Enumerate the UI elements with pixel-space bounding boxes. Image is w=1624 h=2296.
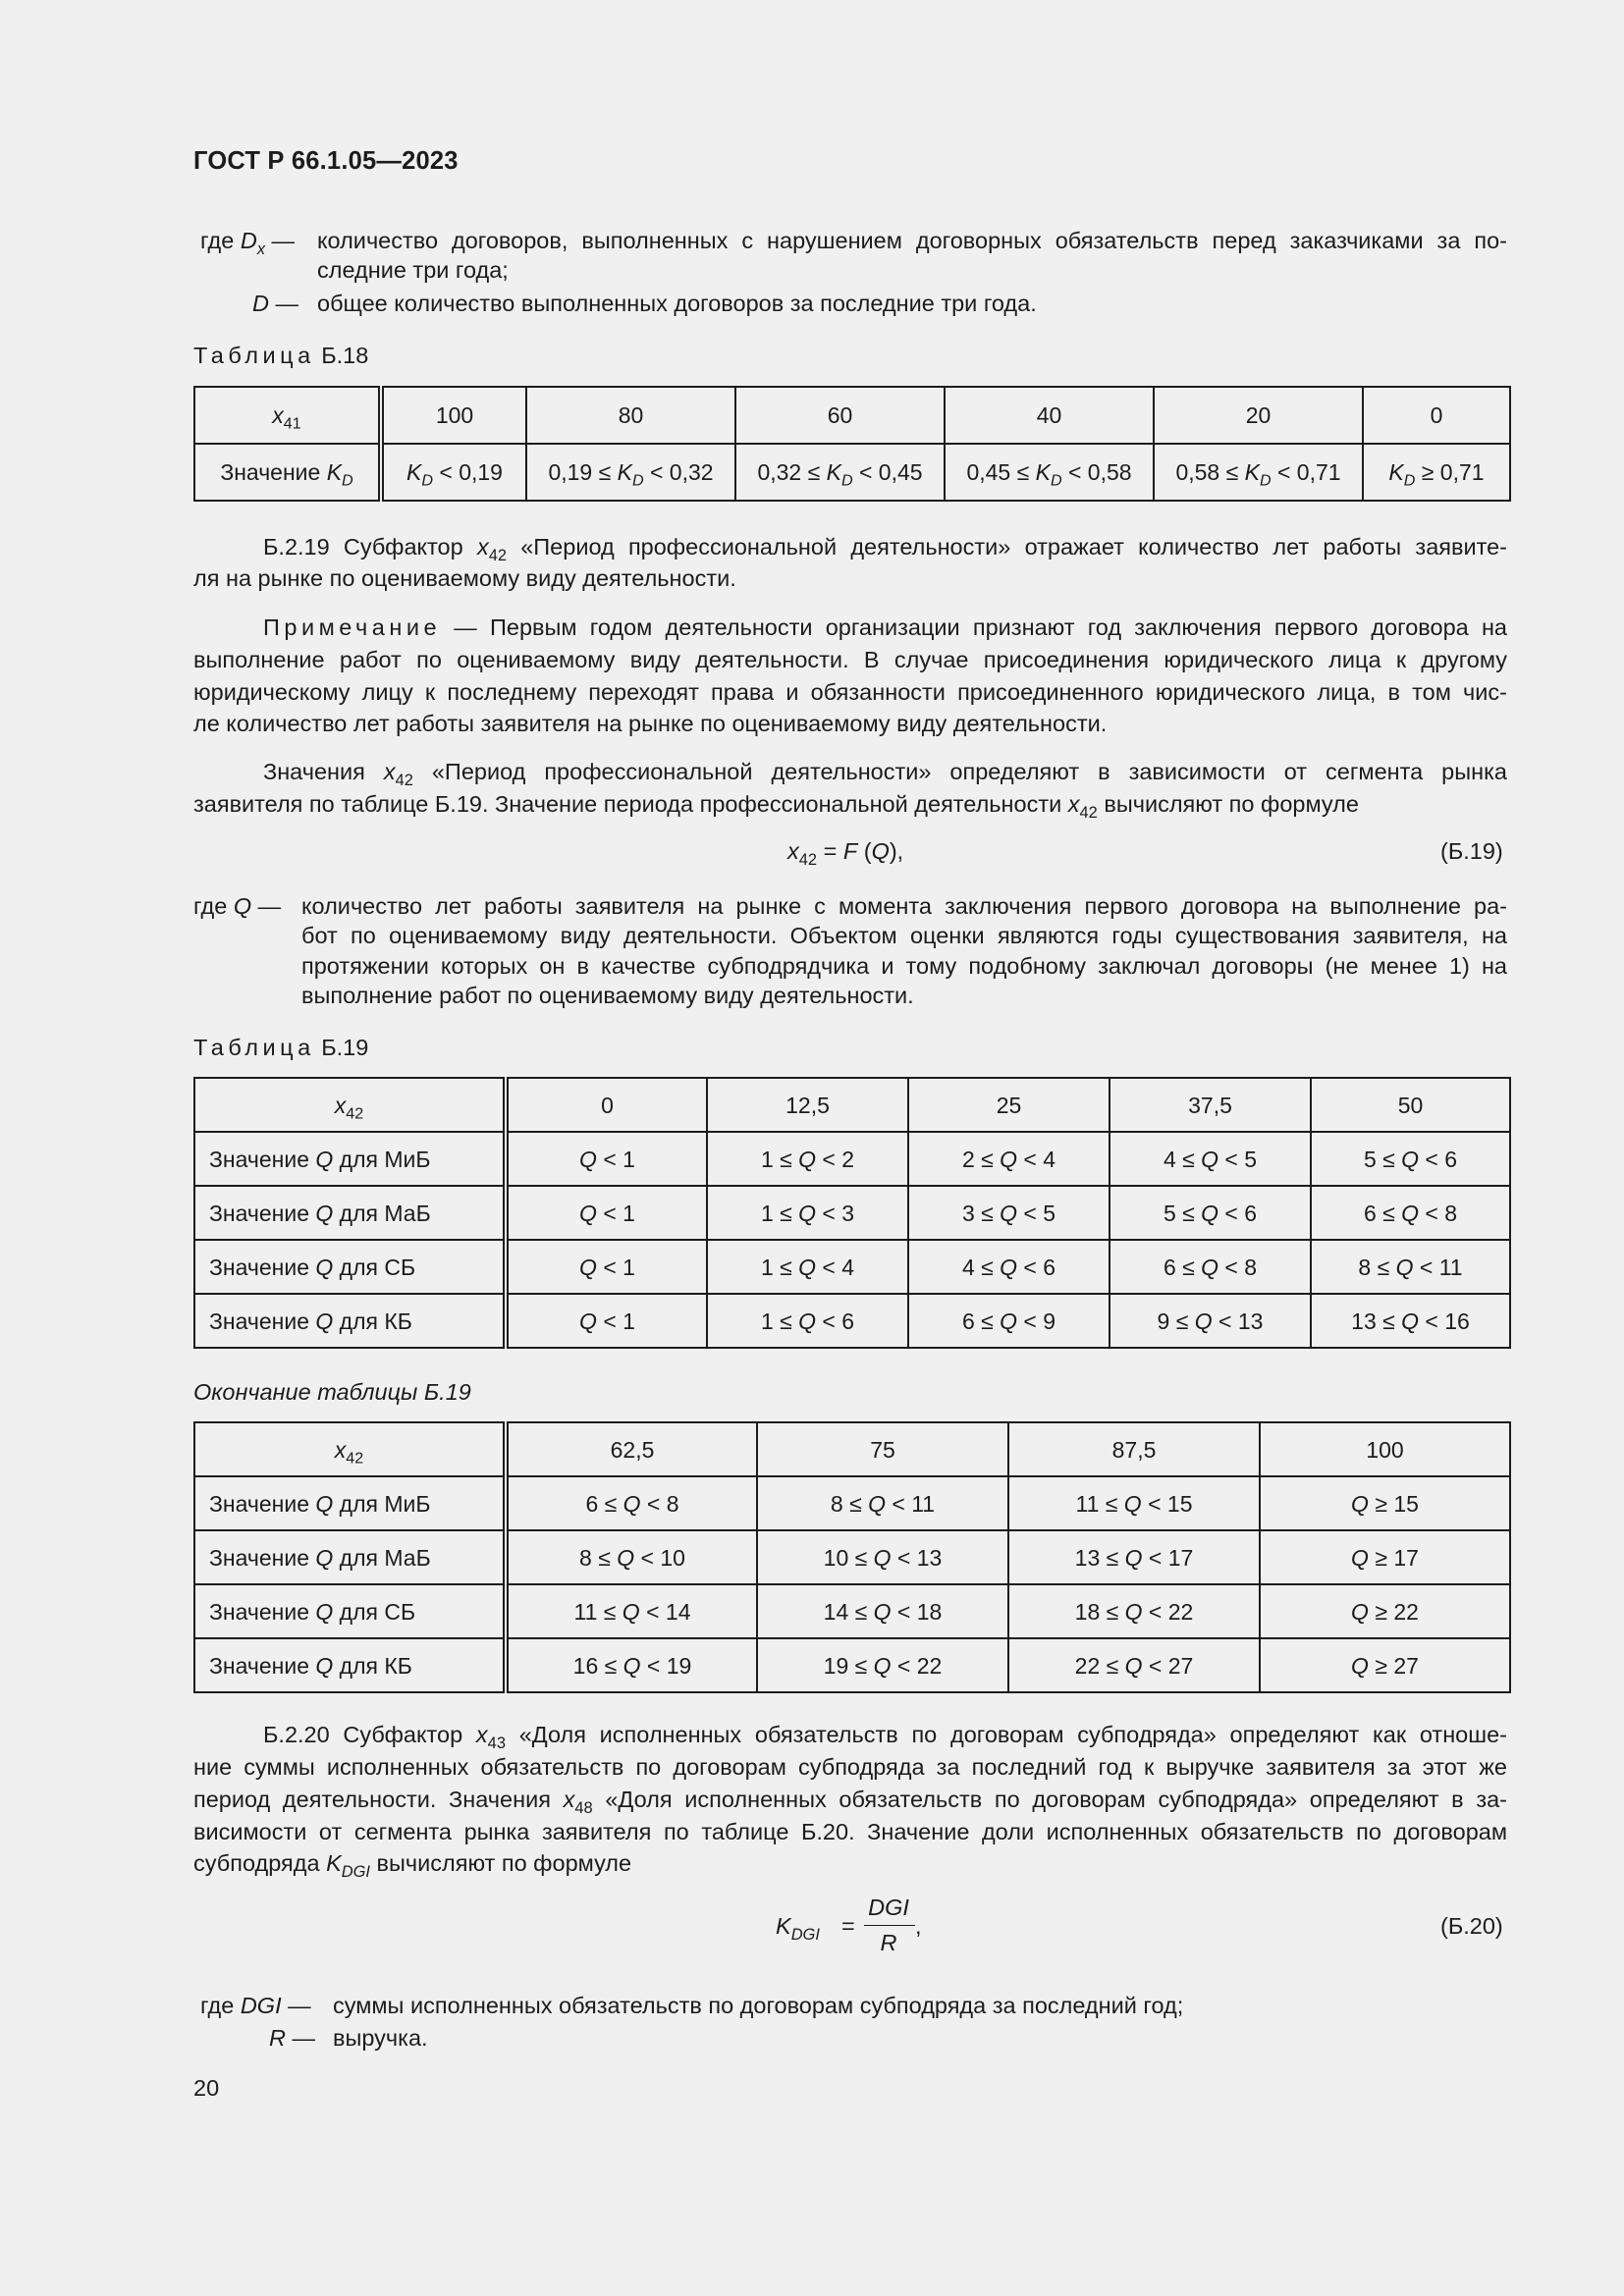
table-b19-cell: Q < 1 <box>506 1240 707 1294</box>
where-dx-text-2: следние три года; <box>317 257 509 283</box>
table-b19-end-cell: Q ≥ 17 <box>1260 1530 1510 1584</box>
table-b19-end-cell: 16 ≤ Q < 19 <box>506 1638 757 1692</box>
table-b19-end-row <box>194 1638 1510 1692</box>
table-b19-cell: 1 ≤ Q < 6 <box>707 1294 908 1348</box>
table-b19-row <box>194 1186 1510 1240</box>
standard-designation: ГОСТ Р 66.1.05—2023 <box>193 147 459 175</box>
table-b18-cell: $K_D < 0,19$ <box>381 444 526 501</box>
table-b18-caption: Таблица Б.18 <box>193 343 369 368</box>
where-dgi-label: где DGI — <box>200 1993 311 2018</box>
table-b19-row-label: Значение Q для КБ <box>194 1294 506 1348</box>
table-b19-row <box>194 1294 1510 1348</box>
para-b220-line-2: ние суммы исполненных обязательств по договорам субподряда за последний год к выручке заявителя за этот же <box>193 1754 1507 1780</box>
table-b19-end-cell: 19 ≤ Q < 22 <box>757 1638 1008 1692</box>
table-b19-end-cell: 8 ≤ Q < 10 <box>506 1530 757 1584</box>
table-b19-cell: 6 ≤ Q < 8 <box>1311 1186 1510 1240</box>
page-number: 20 <box>193 2075 220 2101</box>
table-b19-cell: 6 ≤ Q < 8 <box>1110 1240 1311 1294</box>
table-b19-end-cell: 8 ≤ Q < 11 <box>757 1476 1008 1530</box>
table-b19-header-cell: $x_{42}$ <box>194 1078 506 1132</box>
table-b18-column-header: 40 <box>945 387 1154 444</box>
table-b19-cell: Q < 1 <box>506 1294 707 1348</box>
table-b19-end-cell: 14 ≤ Q < 18 <box>757 1584 1008 1638</box>
note-line-2: выполнение работ по оцениваемому виду деятельности. В случае присоединения юридического лица к другому <box>193 647 1507 672</box>
table-b19-cell: 13 ≤ Q < 16 <box>1311 1294 1510 1348</box>
table-b19-row <box>194 1132 1510 1186</box>
table-b19-end-cell: 13 ≤ Q < 17 <box>1008 1530 1260 1584</box>
table-b19-end-row <box>194 1476 1510 1530</box>
formula-b19: $x_{42} = F$ (Q), <box>787 838 904 869</box>
table-b19-cell: 1 ≤ Q < 3 <box>707 1186 908 1240</box>
table-b18-column-header: 0 <box>1363 387 1510 444</box>
table-b19-cell: 6 ≤ Q < 9 <box>908 1294 1110 1348</box>
table-b19-row <box>194 1240 1510 1294</box>
table-b19-row-label: Значение Q для СБ <box>194 1240 506 1294</box>
table-b19-end-cell: 18 ≤ Q < 22 <box>1008 1584 1260 1638</box>
para-b220-line-4: висимости от сегмента рынка заявителя по таблице Б.20. Значение доли исполненных обязательств по договорам <box>193 1819 1507 1844</box>
table-b19-cell: 9 ≤ Q < 13 <box>1110 1294 1311 1348</box>
table-b18-column-header: 60 <box>735 387 945 444</box>
table-b19-row-label: Значение Q для МиБ <box>194 1132 506 1186</box>
where-d-label: D — <box>252 291 299 316</box>
table-b18-row-label: Значение $K_D$ <box>194 444 381 501</box>
para-values-line-2: заявителя по таблице Б.19. Значение периода профессиональной деятельности $x_{42}$ вычисляют по формуле <box>193 791 1359 822</box>
table-b19-end-row <box>194 1584 1510 1638</box>
table-b19-column-header: 12,5 <box>707 1078 908 1132</box>
table-b19-end-column-header: 100 <box>1260 1422 1510 1476</box>
where-q-line-1: количество лет работы заявителя на рынке с момента заключения первого договора на выполнение ра- <box>301 893 1507 919</box>
formula-b20-numerator: DGI <box>868 1895 909 1920</box>
formula-b20-number: (Б.20) <box>1440 1913 1503 1939</box>
formula-b19-number: (Б.19) <box>1440 838 1503 864</box>
where-d-text: общее количество выполненных договоров за последние три года. <box>317 291 1037 316</box>
table-b19-end-cell: 22 ≤ Q < 27 <box>1008 1638 1260 1692</box>
table-b19-cell: 5 ≤ Q < 6 <box>1110 1186 1311 1240</box>
formula-b20-lhs: $K_{DGI}$ <box>776 1913 820 1944</box>
formula-b20-denominator: R <box>880 1930 897 1955</box>
table-b19-cell: Q < 1 <box>506 1132 707 1186</box>
table-b18-cell: $0,58 \le K_D < 0,71$ <box>1154 444 1363 501</box>
where-q-label: где Q — <box>193 893 282 919</box>
table-b19-end-header-cell: $x_{42}$ <box>194 1422 506 1476</box>
formula-b20-comma: , <box>915 1913 922 1939</box>
table-b18-column-header: 100 <box>381 387 526 444</box>
formula-b20-fraction-bar <box>864 1925 915 1926</box>
table-b19-end-cell: Q ≥ 27 <box>1260 1638 1510 1692</box>
where-dx-text-1: количество договоров, выполненных с нарушением договорных обязательств перед заказчиками за по- <box>317 228 1507 253</box>
where-r-text: выручка. <box>333 2025 428 2051</box>
table-b19-end-row <box>194 1530 1510 1584</box>
where-dx-label: где $D_x$ — <box>200 228 296 258</box>
table-b19-end-caption: Окончание таблицы Б.19 <box>193 1379 471 1405</box>
where-q-line-4: выполнение работ по оцениваемому виду деятельности. <box>301 983 914 1008</box>
table-b19-end-row-label: Значение Q для СБ <box>194 1584 506 1638</box>
table-b19-end-header-row <box>194 1422 1510 1476</box>
note-line-4: ле количество лет работы заявителя на рынке по оцениваемому виду деятельности. <box>193 711 1108 736</box>
table-b19-cell: 2 ≤ Q < 4 <box>908 1132 1110 1186</box>
table-b19-end-row-label: Значение Q для МаБ <box>194 1530 506 1584</box>
where-dgi-text: суммы исполненных обязательств по договорам субподряда за последний год; <box>333 1993 1184 2018</box>
table-b19-end-column-header: 75 <box>757 1422 1008 1476</box>
table-b19-cell: 1 ≤ Q < 4 <box>707 1240 908 1294</box>
table-b19-row-label: Значение Q для МаБ <box>194 1186 506 1240</box>
table-b19-end-cell: Q ≥ 15 <box>1260 1476 1510 1530</box>
table-b19-end-row-label: Значение Q для МиБ <box>194 1476 506 1530</box>
table-b19-end <box>193 1421 1511 1693</box>
table-b19-end-row-label: Значение Q для КБ <box>194 1638 506 1692</box>
table-b19-end-cell: 6 ≤ Q < 8 <box>506 1476 757 1530</box>
table-b19-column-header: 50 <box>1311 1078 1510 1132</box>
table-b19-end-column-header: 62,5 <box>506 1422 757 1476</box>
table-b19-cell: 4 ≤ Q < 6 <box>908 1240 1110 1294</box>
table-b18-cell: $0,45 \le K_D < 0,58$ <box>945 444 1154 501</box>
table-b18-cell: $0,19 \le K_D < 0,32$ <box>526 444 735 501</box>
table-b19-column-header: 37,5 <box>1110 1078 1311 1132</box>
table-b19 <box>193 1077 1511 1349</box>
para-b219-line-1: Б.2.19 Субфактор $x_{42}$ «Период профессиональной деятельности» отражает количество лет работы заявите- <box>263 534 1508 564</box>
table-b18-column-header: 20 <box>1154 387 1363 444</box>
table-b18-cell: $0,32 \le K_D < 0,45$ <box>735 444 945 501</box>
table-b19-caption: Таблица Б.19 <box>193 1035 369 1060</box>
table-b19-column-header: 25 <box>908 1078 1110 1132</box>
para-b220-line-1: Б.2.20 Субфактор $x_{43}$ «Доля исполненных обязательств по договорам субподряда» определяют как отноше- <box>263 1722 1507 1752</box>
where-r-label: R — <box>269 2025 316 2051</box>
table-b18-value-row <box>194 444 1510 501</box>
table-b19-cell: 1 ≤ Q < 2 <box>707 1132 908 1186</box>
table-b18-header-row <box>194 387 1510 444</box>
table-b19-cell: 4 ≤ Q < 5 <box>1110 1132 1311 1186</box>
table-b19-cell: 3 ≤ Q < 5 <box>908 1186 1110 1240</box>
note-line-1: Примечание — Первым годом деятельности организации признают год заключения первого договора на <box>263 614 1507 640</box>
table-b19-header-row <box>194 1078 1510 1132</box>
para-b220-line-3: период деятельности. Значения $x_{48}$ «Доля исполненных обязательств по договорам субподряда» определяют в за- <box>193 1787 1507 1817</box>
table-b19-column-header: 0 <box>506 1078 707 1132</box>
table-b19-end-column-header: 87,5 <box>1008 1422 1260 1476</box>
where-q-line-3: протяжении которых он в качестве субподрядчика и тому подобному заключал договоры (не менее 1) на <box>301 953 1507 979</box>
table-b18 <box>193 386 1511 502</box>
table-b18-header-cell: $x_{41}$ <box>194 387 381 444</box>
table-b19-end-cell: 10 ≤ Q < 13 <box>757 1530 1008 1584</box>
table-b19-end-cell: Q ≥ 22 <box>1260 1584 1510 1638</box>
table-b18-column-header: 80 <box>526 387 735 444</box>
table-b19-end-cell: 11 ≤ Q < 14 <box>506 1584 757 1638</box>
table-b19-cell: 8 ≤ Q < 11 <box>1311 1240 1510 1294</box>
table-b19-cell: 5 ≤ Q < 6 <box>1311 1132 1510 1186</box>
table-b18-cell: $K_D \ge 0,71$ <box>1363 444 1510 501</box>
formula-b20-equals: = <box>841 1913 855 1939</box>
para-b220-line-5: субподряда $K_{DGI}$ вычисляют по формуле <box>193 1850 632 1881</box>
para-b219-line-2: ля на рынке по оцениваемому виду деятельности. <box>193 565 736 591</box>
table-b19-cell: Q < 1 <box>506 1186 707 1240</box>
table-b19-end-cell: 11 ≤ Q < 15 <box>1008 1476 1260 1530</box>
para-values-line-1: Значения $x_{42}$ «Период профессиональной деятельности» определяют в зависимости от сегмента рынка <box>263 759 1507 789</box>
note-line-3: юридическому лицу к последнему переходят права и обязанности присоединенного юридического лица, в том чис- <box>193 679 1507 705</box>
where-q-line-2: бот по оцениваемому виду деятельности. Объектом оценки являются годы существования заявителя, на <box>301 923 1507 948</box>
